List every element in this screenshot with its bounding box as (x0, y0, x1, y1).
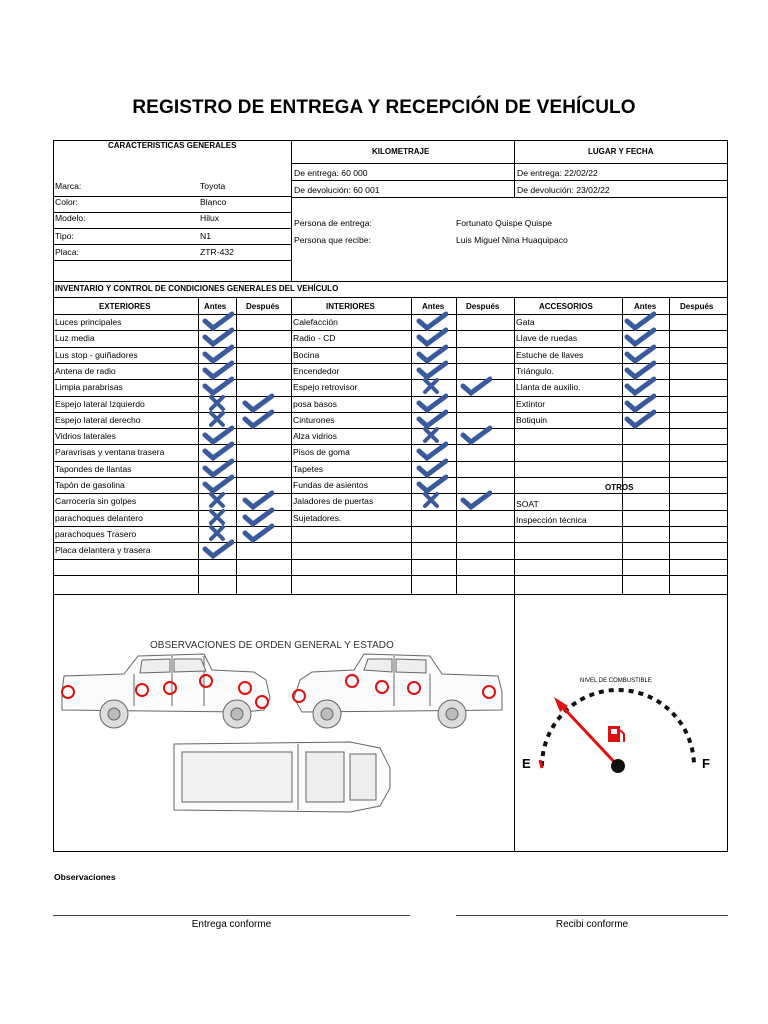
signature-label-entrega: Entrega conforme (191, 919, 272, 930)
field-modelo-label: Modelo: (55, 213, 86, 223)
grid-hline (53, 297, 728, 298)
interior-item-label: Tapetes (293, 463, 324, 474)
grid-vline (456, 297, 457, 594)
exterior-item-label: Placa delantera y trasera (55, 545, 151, 556)
exterior-item-label: Tapondes de llantas (55, 463, 132, 474)
grid-vline (669, 297, 670, 594)
persona-recibe-label: Persona que recibe: (294, 235, 371, 245)
grid-vline (514, 594, 515, 851)
acc-despues-header: Después (680, 302, 714, 311)
grid-hline (53, 510, 728, 511)
km-entrega: De entrega: 60 000 (294, 168, 368, 178)
interior-despues-check-mark (460, 425, 492, 445)
diagram-title: OBSERVACIONES DE ORDEN GENERAL Y ESTADO (150, 640, 394, 651)
accesorio-item-label: Estuche de llaves (516, 349, 584, 360)
signature-label-recibe: Recibi conforme (555, 919, 629, 930)
grid-hline (53, 594, 728, 595)
grid-hline (53, 444, 728, 445)
grid-hline (53, 212, 291, 213)
ext-antes-header: Antes (204, 302, 227, 311)
interior-antes-cross-mark (416, 490, 448, 510)
grid-vline (411, 297, 412, 594)
grid-vline (514, 297, 515, 594)
grid-hline (291, 163, 728, 164)
field-modelo-value: Hilux (200, 213, 220, 223)
interior-item-label: Sujetadores. (293, 512, 342, 523)
interior-item-label: Espejo retrovisor (293, 382, 358, 393)
km-devolucion: De devolución: 60 001 (294, 185, 380, 195)
exterior-item-label: Luz media (55, 333, 95, 344)
general-header: CARACTERISTICAS GENERALES (108, 141, 237, 150)
exterior-item-label: Espejo lateral derecho (55, 414, 141, 425)
interior-item-label: Cinturones (293, 414, 335, 425)
page-title: REGISTRO DE ENTREGA Y RECEPCIÓN DE VEHÍCULO (132, 97, 636, 118)
grid-vline (514, 141, 515, 198)
interiores-header: INTERIORES (326, 302, 375, 311)
interior-item-label: posa basos (293, 398, 337, 409)
exterior-item-label: Lus stop - guiñadores (55, 349, 138, 360)
exterior-item-label: parachoques delantero (55, 512, 143, 523)
accesorio-item-label: Botiquin (516, 414, 548, 425)
exterior-despues-check-mark (242, 409, 274, 429)
accesorio-item-label: Gata (516, 317, 535, 327)
inventory-title: INVENTARIO Y CONTROL DE CONDICIONES GENERALES DEL VEHÍCULO (55, 284, 339, 293)
accesorios-header: ACCESORIOS (539, 302, 593, 311)
accesorio-antes-check-mark (624, 409, 656, 429)
interior-item-label: Jaladores de puertas (293, 496, 374, 507)
accesorio-item-label: Extintor (516, 398, 546, 409)
grid-vline (236, 297, 237, 594)
field-tipo-label: Tipo: (55, 231, 74, 241)
persona-recibe-value: Luis Miguel Nina Huaquipaco (456, 235, 568, 245)
grid-vline (198, 297, 199, 594)
exterior-item-label: Paravrisas y ventana trasera (55, 447, 165, 458)
field-marca-value: Toyota (200, 181, 226, 191)
field-marca-label: Marca: (55, 181, 82, 191)
exterior-antes-check-mark (202, 539, 234, 559)
field-tipo-value: N1 (200, 231, 211, 241)
accesorio-item-label: Triángulo. (516, 365, 554, 376)
grid-hline (53, 575, 728, 576)
vehicle-damage-diagram (54, 640, 514, 855)
persona-entrega-value: Fortunato Quispe Quispe (456, 218, 553, 228)
field-placa-label: Placa: (55, 247, 79, 257)
fuel-gauge (518, 688, 718, 798)
exterior-item-label: Luces principales (55, 317, 122, 327)
grid-hline (53, 493, 728, 494)
fecha-devolucion: De devolución: 23/02/22 (517, 185, 610, 195)
grid-hline (291, 180, 728, 181)
signature-line-recibe (456, 915, 728, 916)
exterior-item-label: Antena de radio (55, 365, 116, 376)
fuel-empty-label: E (522, 756, 531, 771)
interior-despues-check-mark (460, 376, 492, 396)
accesorio-item-label: Llanta de auxilio. (516, 382, 581, 393)
exterior-despues-check-mark (242, 523, 274, 543)
exterior-item-label: Tapón de gasolina (55, 480, 125, 490)
otros-item-soat: SOAT (516, 499, 539, 509)
otros-item-inspeccion: Inspección técnica (516, 515, 587, 525)
fecha-entrega: De entrega: 22/02/22 (517, 168, 598, 178)
grid-hline (53, 477, 728, 478)
exterior-item-label: Vidrios laterales (55, 431, 116, 442)
grid-vline (622, 297, 623, 594)
accesorio-item-label: Llave de ruedas (516, 333, 578, 344)
interior-despues-check-mark (460, 490, 492, 510)
interior-item-label: Calefacción (293, 317, 338, 327)
fuel-title: NIVEL DE COMBUSTIBLE (580, 678, 652, 684)
interior-item-label: Pisos de goma (293, 447, 350, 458)
exterior-item-label: parachoques Trasero (55, 528, 137, 539)
field-color-value: Blanco (200, 197, 227, 207)
interior-item-label: Fundas de asientos (293, 480, 369, 490)
field-color-label: Color: (55, 197, 78, 207)
interior-item-label: Alza vidrios (293, 431, 337, 442)
exterior-item-label: Limpia parabrisas (55, 382, 123, 393)
ext-despues-header: Después (246, 302, 280, 311)
persona-entrega-label: Persona de entrega: (294, 218, 372, 228)
grid-hline (53, 260, 291, 261)
grid-hline (53, 196, 291, 197)
otros-header: OTROS (605, 483, 634, 492)
grid-hline (53, 228, 291, 229)
int-despues-header: Después (466, 302, 500, 311)
grid-hline (53, 461, 728, 462)
field-placa-value: ZTR-432 (200, 247, 234, 257)
fuel-full-label: F (702, 756, 710, 771)
interior-item-label: Radio - CD (293, 333, 336, 344)
grid-hline (53, 526, 728, 527)
int-antes-header: Antes (422, 302, 445, 311)
exteriores-header: EXTERIORES (99, 302, 151, 311)
grid-hline (53, 559, 728, 560)
observaciones-label: Observaciones (54, 872, 116, 882)
signature-line-entrega (53, 915, 410, 916)
exterior-item-label: Carroceria sin golpes (55, 496, 137, 507)
kilometraje-header: KILOMETRAJE (372, 147, 430, 156)
grid-hline (53, 244, 291, 245)
grid-vline (291, 141, 292, 281)
interior-item-label: Encendedor (293, 365, 340, 376)
grid-hline (53, 542, 728, 543)
lugar-fecha-header: LUGAR Y FECHA (588, 147, 654, 156)
grid-hline (291, 197, 728, 198)
acc-antes-header: Antes (634, 302, 657, 311)
grid-vline (291, 297, 292, 594)
interior-item-label: Bocina (293, 349, 320, 360)
exterior-item-label: Espejo lateral Izquierdo (55, 398, 145, 409)
grid-hline (53, 281, 728, 282)
